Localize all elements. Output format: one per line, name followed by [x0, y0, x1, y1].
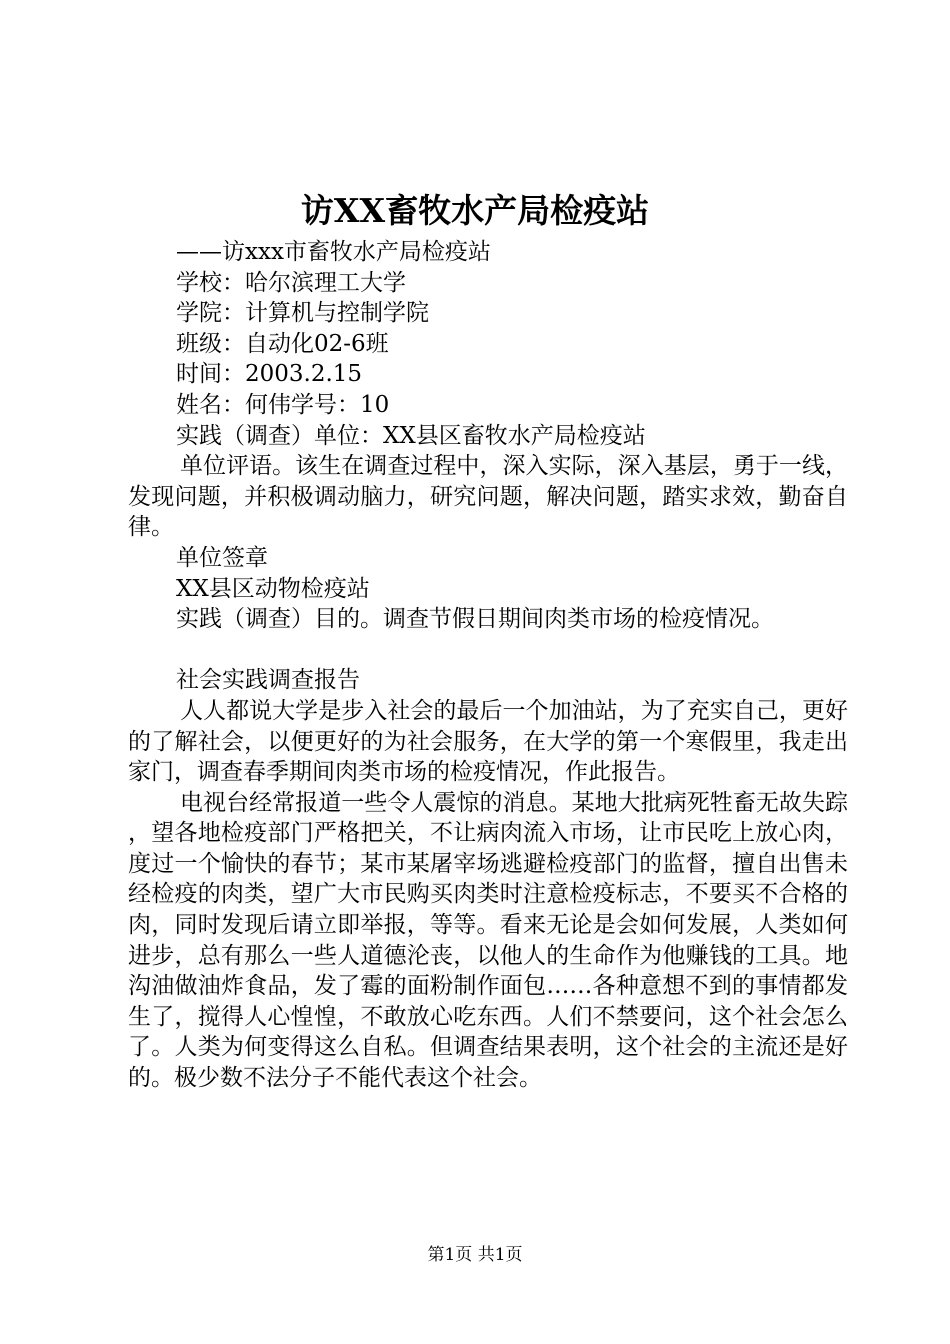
school-line: 学校：哈尔滨理工大学 — [176, 269, 406, 296]
unit-seal-line: 单位签章 — [176, 544, 268, 571]
page-footer: 第1页 共1页 — [427, 1245, 523, 1265]
report-paragraph-1: 人人都说大学是步入社会的最后一个加油站，为了充实自己，更好的了解社会，以便更好的为社会服务，在大学的第一个寒假里，我走出家门，调查春季期间肉类市场的检疫情况，作此报告。 — [128, 697, 848, 786]
document-body — [128, 237, 848, 1094]
time-line: 时间：2003.2.15 — [176, 361, 363, 388]
unit-comment-paragraph: 单位评语。该生在调查过程中，深入实际，深入基层，勇于一线，发现问题，并积极调动脑力，研究问题，解决问题，踏实求效，勤奋自律。 — [128, 453, 848, 541]
report-heading: 社会实践调查报告 — [176, 667, 360, 694]
page-title: 访XX畜牧水产局检疫站 — [300, 191, 650, 230]
subtitle: ——访xxx市畜牧水产局检疫站 — [176, 239, 491, 265]
report-paragraph-2: 电视台经常报道一些令人震惊的消息。某地大批病死牲畜无故失踪，望各地检疫部门严格把关，不让病肉流入市场，让市民吃上放心肉，度过一个愉快的春节；某市某屠宰场逃避检疫部门的监督，擅自出售未经检疫的肉类，望广大市民购买肉类时注意检疫标志，不要买不合格的肉，同时发现后请立即举报，等等。看来无论是会如何发展，人类如何进步，总有那么一些人道德沦丧，以他人的生命作为他赚钱的工具。地沟油做油炸食品，发了霉的面粉制作面包……各种意想不到的事情都发生了，搅得人心惶惶，不敢放心吃东西。人们不禁要问，这个社会怎么了。人类为何变得这么自私。但调查结果表明，这个社会的主流还是好的。极少数不法分子不能代表这个社会。 — [128, 789, 848, 1092]
class-line: 班级：自动化02-6班 — [176, 330, 389, 357]
blank-line — [128, 635, 848, 666]
name-id-line: 姓名：何伟学号：10 — [176, 391, 390, 418]
college-line: 学院：计算机与控制学院 — [176, 300, 429, 327]
seal-unit-name-line: XX县区动物检疫站 — [176, 575, 370, 602]
purpose-line: 实践（调查）目的。调查节假日期间肉类市场的检疫情况。 — [176, 606, 774, 633]
practice-unit-line: 实践（调查）单位：XX县区畜牧水产局检疫站 — [176, 422, 646, 449]
